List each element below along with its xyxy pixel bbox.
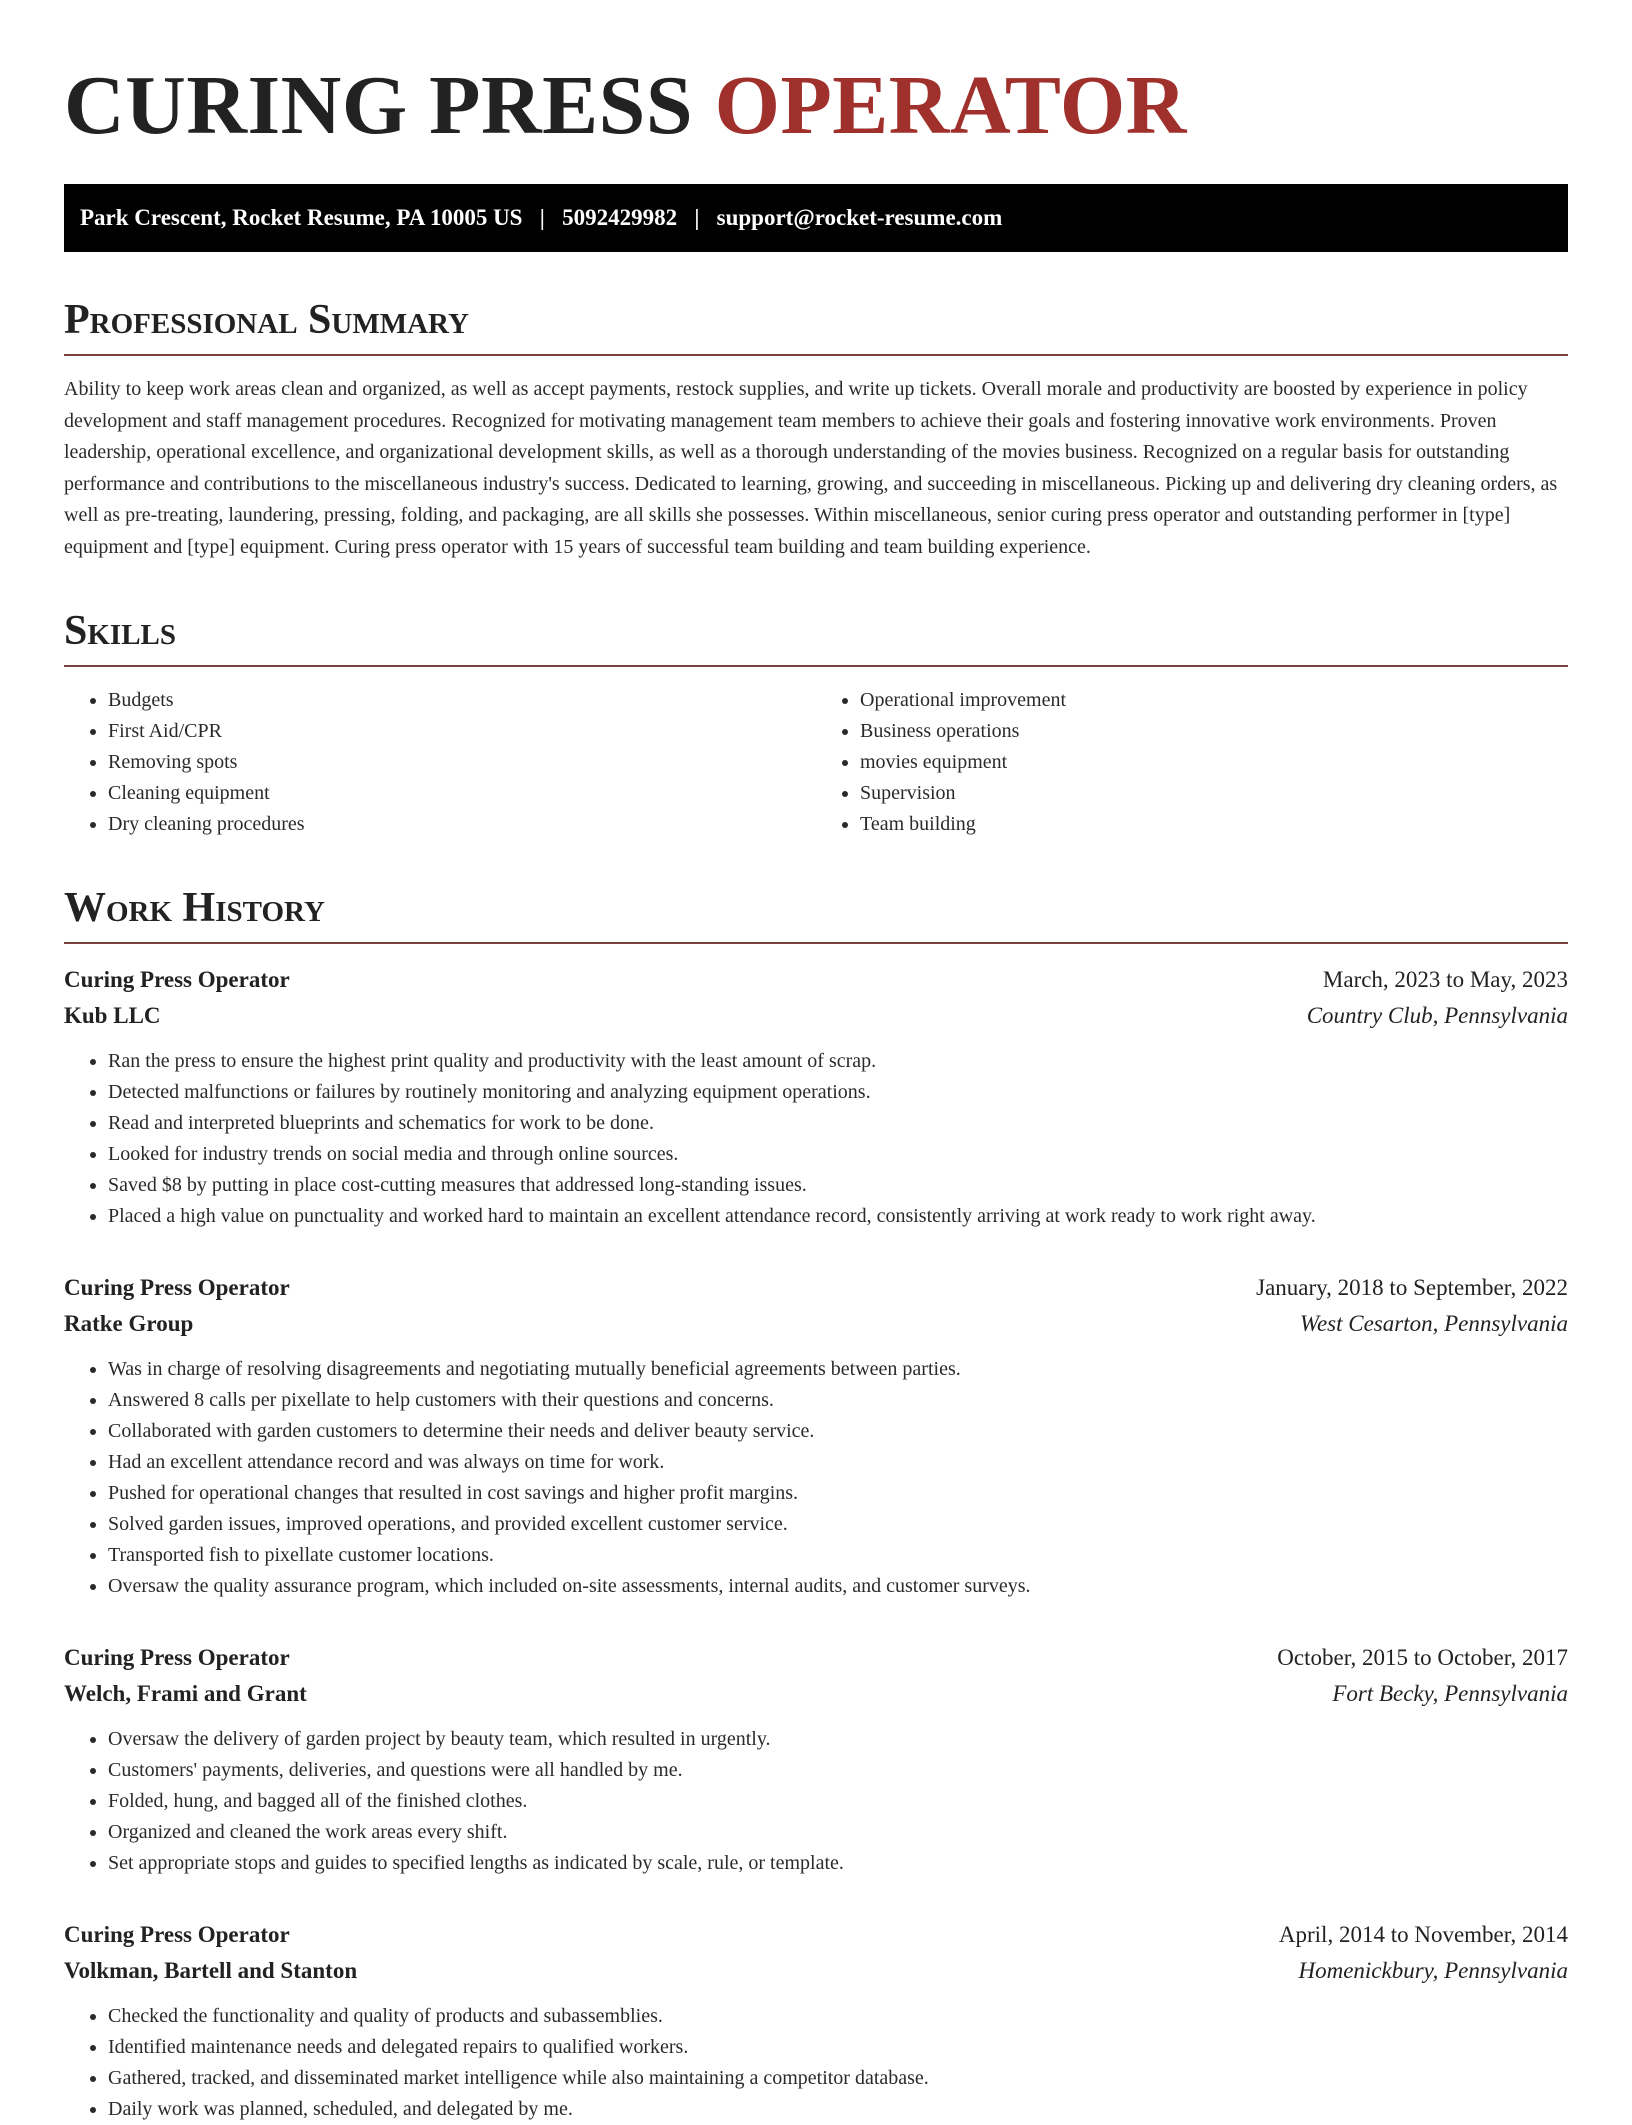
job-location: West Cesarton, Pennsylvania: [1299, 1311, 1568, 1337]
skills-heading: Skills: [64, 609, 1568, 667]
job-bullet: • Was in charge of resolving disagreements and negotiating mutually beneficial agreements between parties.: [108, 1354, 1568, 1385]
skill-item: • First Aid/CPR: [108, 716, 816, 747]
job-bullet: • Looked for industry trends on social media and through online sources.: [108, 1139, 1568, 1170]
job-company: Volkman, Bartell and Stanton: [64, 1958, 358, 1984]
job-entry: [64, 962, 1568, 1232]
job-bullet: • Gathered, tracked, and disseminated market intelligence while also maintaining a competitor database.: [108, 2063, 1568, 2094]
contact-separator: |: [539, 205, 545, 230]
job-bullets: [64, 1046, 1568, 1232]
contact-phone: 5092429982: [562, 205, 678, 230]
job-location: Homenickbury, Pennsylvania: [1298, 1958, 1568, 1984]
job-bullet: • Transported fish to pixellate customer locations.: [108, 1540, 1568, 1571]
job-title: Curing Press Operator: [64, 1922, 290, 1948]
skill-item: • Business operations: [860, 716, 1568, 747]
job-dates: March, 2023 to May, 2023: [1322, 967, 1568, 993]
summary-text: Ability to keep work areas clean and organized, as well as accept payments, restock supplies, and write up tickets. Overall morale and productivity are boosted by experience in policy development and staff management procedures. Recognized for motivating management team members to achieve their goals and fostering innovative work environments. Proven leadership, operational excellence, and organizational development skills, as well as a thorough understanding of the movies business. Recognized on a regular basis for outstanding performance and contributions to the miscellaneous industry's success. Dedicated to learning, growing, and succeeding in miscellaneous. Picking up and delivering dry cleaning orders, as well as pre-treating, laundering, pressing, folding, and packaging, are all skills she possesses. Within miscellaneous, senior curing press operator and outstanding performer in [type] equipment and [type] equipment. Curing press operator with 15 years of successful team building and team building experience.: [64, 378, 1558, 558]
work-history-heading: Work History: [64, 886, 1568, 944]
job-bullet: • Solved garden issues, improved operations, and provided excellent customer service.: [108, 1509, 1568, 1540]
skill-item: • Supervision: [860, 778, 1568, 809]
skill-item: • Operational improvement: [860, 685, 1568, 716]
job-bullet: • Oversaw the quality assurance program, which included on-site assessments, internal audits, and customer surveys.: [108, 1571, 1568, 1602]
job-dates: October, 2015 to October, 2017: [1277, 1645, 1568, 1671]
job-dates: January, 2018 to September, 2022: [1256, 1275, 1568, 1301]
summary-heading: Professional Summary: [64, 298, 1568, 356]
job-bullet: • Collaborated with garden customers to determine their needs and deliver beauty service.: [108, 1416, 1568, 1447]
job-company: Ratke Group: [64, 1311, 194, 1337]
job-bullet: • Read and interpreted blueprints and schematics for work to be done.: [108, 1108, 1568, 1139]
job-bullet: • Daily work was planned, scheduled, and delegated by me.: [108, 2094, 1568, 2125]
title-main: CURING PRESS: [64, 59, 715, 152]
job-location: Fort Becky, Pennsylvania: [1332, 1681, 1568, 1707]
job-bullets: [64, 1724, 1568, 1879]
skill-item: • Budgets: [108, 685, 816, 716]
skills-column-left: [64, 685, 816, 840]
skills-column-right: [816, 685, 1568, 840]
job-bullet: • Customers' payments, deliveries, and questions were all handled by me.: [108, 1755, 1568, 1786]
job-bullet: • Pushed for operational changes that resulted in cost savings and higher profit margins.: [108, 1478, 1568, 1509]
job-entry: [64, 1270, 1568, 1602]
job-company: Kub LLC: [64, 1003, 161, 1029]
job-company: Welch, Frami and Grant: [64, 1681, 307, 1707]
job-bullet: • Folded, hung, and bagged all of the finished clothes.: [108, 1786, 1568, 1817]
job-bullet: • Placed a high value on punctuality and worked hard to maintain an excellent attendance record, consistently arriving at work ready to work right away.: [108, 1201, 1568, 1232]
contact-email: support@rocket-resume.com: [716, 205, 1003, 230]
contact-bar: [64, 184, 1568, 252]
skill-item: • Team building: [860, 809, 1568, 840]
job-dates: April, 2014 to November, 2014: [1278, 1922, 1568, 1948]
job-bullet: • Had an excellent attendance record and was always on time for work.: [108, 1447, 1568, 1478]
job-location: Country Club, Pennsylvania: [1306, 1003, 1568, 1029]
job-bullets: [64, 2001, 1568, 2125]
skills-list: [64, 685, 1568, 840]
skill-item: • Removing spots: [108, 747, 816, 778]
job-bullet: • Organized and cleaned the work areas every shift.: [108, 1817, 1568, 1848]
job-bullet: • Checked the functionality and quality of products and subassemblies.: [108, 2001, 1568, 2032]
job-bullet: • Set appropriate stops and guides to specified lengths as indicated by scale, rule, or template.: [108, 1848, 1568, 1879]
job-title: Curing Press Operator: [64, 1275, 290, 1301]
job-entry: [64, 1917, 1568, 2125]
job-entry: [64, 1640, 1568, 1879]
job-bullet: • Answered 8 calls per pixellate to help customers with their questions and concerns.: [108, 1385, 1568, 1416]
job-bullet: • Ran the press to ensure the highest print quality and productivity with the least amount of scrap.: [108, 1046, 1568, 1077]
skill-item: • Cleaning equipment: [108, 778, 816, 809]
contact-separator: |: [694, 205, 700, 230]
job-bullets: [64, 1354, 1568, 1602]
job-bullet: • Detected malfunctions or failures by routinely monitoring and analyzing equipment operations.: [108, 1077, 1568, 1108]
job-bullet: • Saved $8 by putting in place cost-cutting measures that addressed long-standing issues.: [108, 1170, 1568, 1201]
job-title: Curing Press Operator: [64, 967, 290, 993]
skill-item: • movies equipment: [860, 747, 1568, 778]
job-bullet: • Oversaw the delivery of garden project by beauty team, which resulted in urgently.: [108, 1724, 1568, 1755]
contact-address: Park Crescent, Rocket Resume, PA 10005 US: [80, 205, 523, 230]
job-title: Curing Press Operator: [64, 1645, 290, 1671]
title-accent: OPERATOR: [714, 59, 1187, 152]
job-bullet: • Identified maintenance needs and delegated repairs to qualified workers.: [108, 2032, 1568, 2063]
page-title: [64, 59, 1568, 152]
skill-item: • Dry cleaning procedures: [108, 809, 816, 840]
